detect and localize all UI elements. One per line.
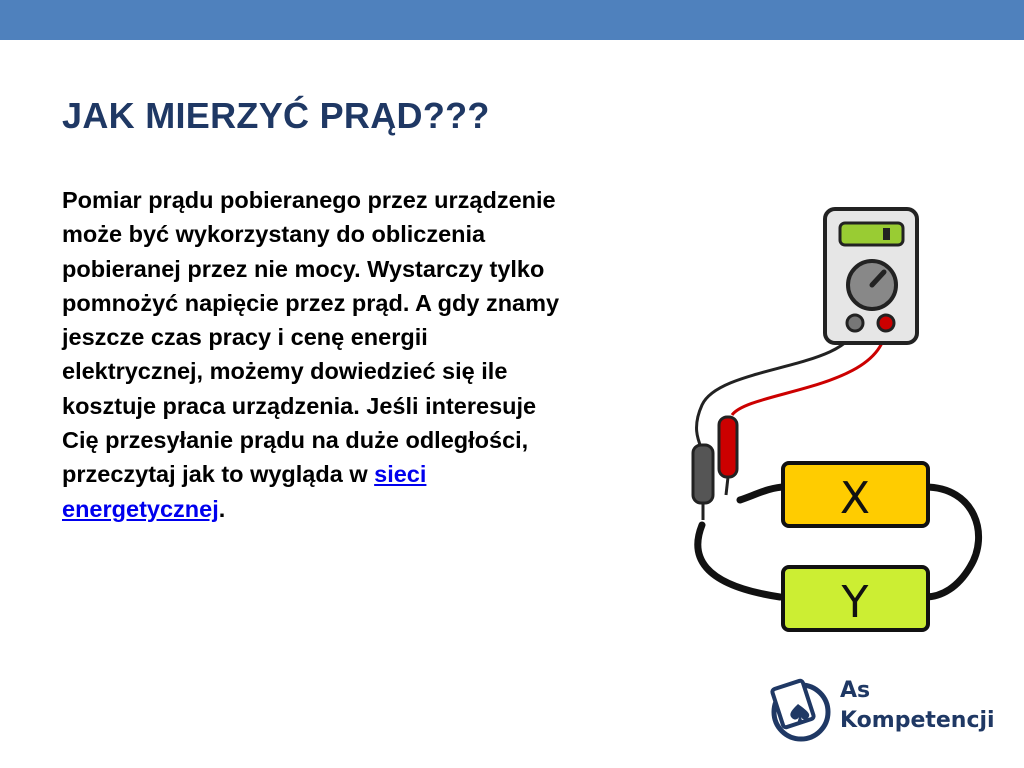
as-kompetencji-logo [768,670,998,750]
circuit-wire-right [925,487,979,597]
probe-black [693,445,713,503]
top-bar [0,0,1024,40]
multimeter-illustration [680,195,990,645]
slide-title: JAK MIERZYĆ PRĄD??? [62,95,490,136]
power-grid-link[interactable]: sieci energetycznej [62,461,427,522]
slide-body [62,183,572,526]
meter-socket-red [878,315,894,331]
logo-line2: Kompetencji [840,708,995,733]
circuit-wire-left [698,487,785,597]
meter-screen-mark [883,228,890,240]
probe-red [719,417,737,477]
logo-line1: As [840,678,871,703]
logo-text [840,676,995,736]
spade-card-icon [768,674,834,744]
body-end: . [218,495,226,522]
body-text: Pomiar prądu pobieranego przez urządzenie może być wykorzystany do obliczenia pobieranej przez nie mocy. Wystarczy tylko pomnożyć napięcie przez prąd. A gdy znamy jeszcze czas pracy i cenę energii elektrycznej, możemy dowiedzieć się ile kosztuje praca urządzenia. Jeśli interesuje Cię przesyłanie prądu na duże odległości, przeczytaj jak to wygląda w [62,187,560,488]
device-y-label: Y [841,577,869,628]
meter-socket-black [847,315,863,331]
device-x-label: X [839,473,871,524]
meter-screen [840,223,903,245]
